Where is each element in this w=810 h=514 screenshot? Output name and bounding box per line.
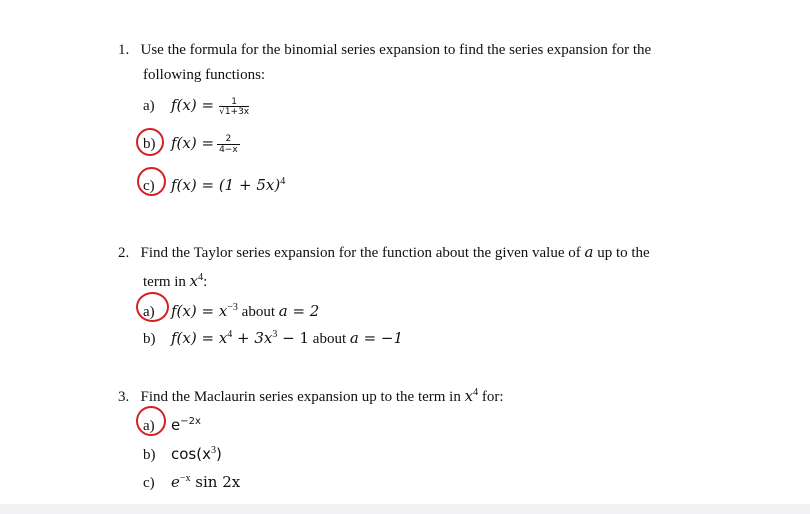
q2a-red-circle [136,292,169,322]
q2b-expr3: − 1 [277,329,310,347]
q1c-label: c) [143,178,155,194]
q2b-about: about [312,331,347,347]
q3-part-c [143,469,240,493]
q1-number: 1. [118,42,130,58]
q1a-fraction [217,97,251,117]
q1c-exponent: 4 [280,176,286,187]
q2a-label: a) [143,304,155,320]
q3b-exponent: 3 [210,445,216,456]
q3-instruction [118,383,504,407]
q3b-close: ) [215,445,222,463]
q1b-numerator: 2 [225,134,232,145]
q1a-numerator: 1 [231,96,237,107]
q2a-expr: f(x) = x [171,302,228,320]
q3-exp-4: 4 [473,387,479,398]
q3-number: 3. [118,389,130,405]
q2-var-x: x [189,272,199,290]
q2-exp-4: 4 [198,272,204,283]
q2a-about: about [241,304,275,320]
q3b-label: b) [143,447,156,463]
q3b-expr: cos(x [171,445,211,463]
q1-part-a [143,95,251,117]
q1-text-line1: Use the formula for the binomial series expansion to find the series expansion for the [140,42,652,58]
q3c-exponent: −x [179,473,191,484]
q1b-denominator: 4−x [219,145,238,156]
q3-var-x: x [464,387,474,405]
q2-part-a [143,298,319,322]
q1a-root-sign: √ [219,106,225,117]
q1-instruction [118,40,651,60]
q2b-label: b) [143,331,156,347]
q2-part-b [143,325,403,349]
q3a-red-circle [136,406,166,436]
page-bottom-band [0,504,810,514]
q2-term-in: term in [143,274,186,290]
q2b-expr2: + 3x [232,329,273,347]
q1a-label: a) [143,98,155,114]
q3-text-a: Find the Maclaurin series expansion up to the term in [140,389,461,405]
q1b-lhs: f(x) = [171,134,215,152]
q2-number: 2. [118,245,130,261]
q3c-label: c) [143,475,155,491]
q2-instruction [118,242,650,263]
q1b-red-circle [136,128,164,156]
q3-text-b: for: [481,389,504,405]
q1-text-line2: following functions: [143,67,266,83]
q2b-exp1: 4 [227,329,233,340]
q3c-base: e [171,473,180,491]
q2b-exp2: 3 [272,329,278,340]
q2-text-b: up to the [597,245,650,261]
q1c-red-circle [137,167,166,196]
q2-text-a: Find the Taylor series expansion for the function about the given value of [140,245,581,261]
q2b-expr1: f(x) = x [171,329,228,347]
q2-text-line2 [143,268,207,292]
q1a-lhs: f(x) = [171,96,215,114]
q2-var-a: a [584,243,594,261]
q1c-expr: f(x) = (1 + 5x) [171,176,281,194]
q3a-base: e [171,416,181,434]
q3c-rest: sin 2x [190,473,241,491]
q2b-value: a = −1 [349,329,404,347]
q3a-label: a) [143,418,155,434]
q3a-exponent: −2x [180,416,201,427]
q2a-value: a = 2 [278,302,320,320]
q1b-label: b) [143,136,156,152]
q3-part-b [143,441,222,465]
q1a-denominator: 1+3x [224,106,250,117]
q2-colon: : [203,274,208,290]
q1b-fraction [217,134,240,155]
q2a-exponent: −3 [227,302,238,313]
